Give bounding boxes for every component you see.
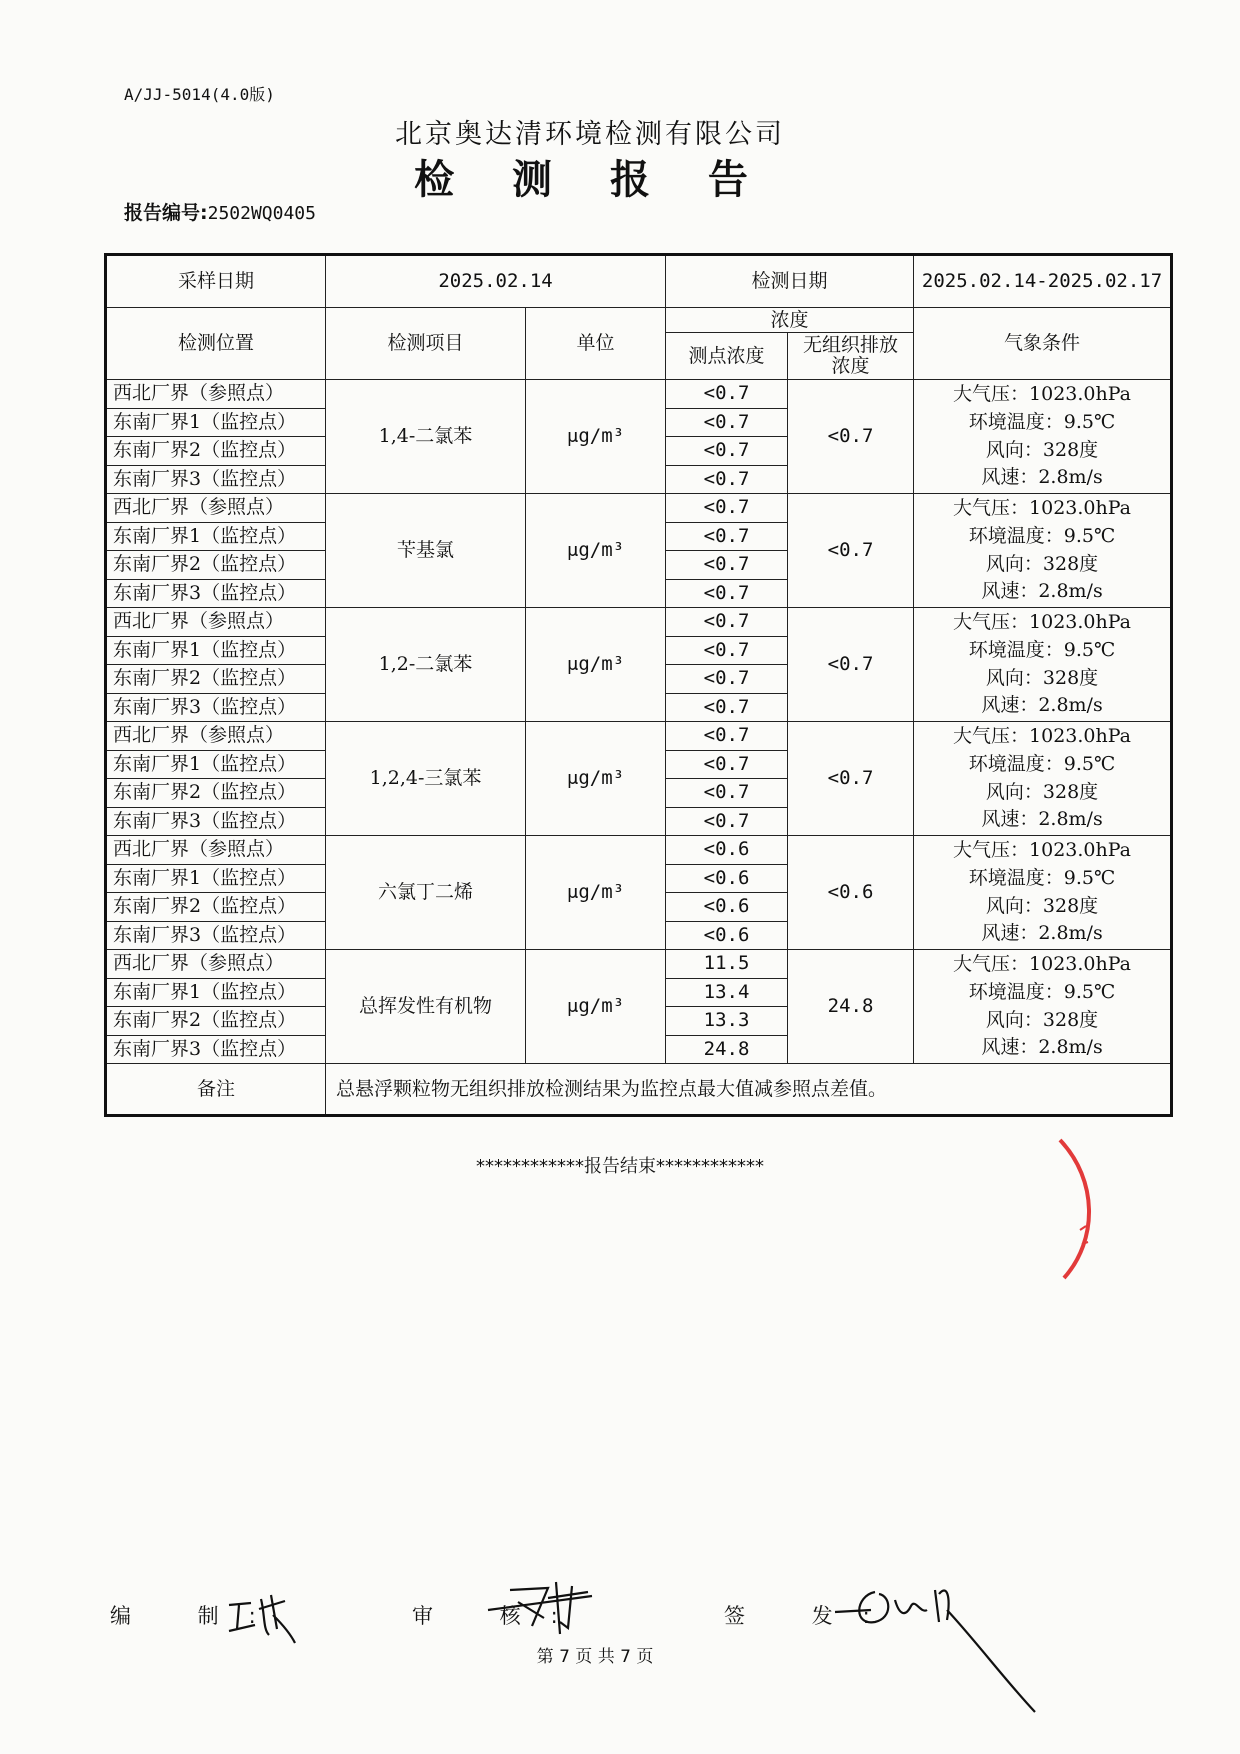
weather-wind-dir: 风向：328度	[985, 666, 1099, 689]
weather-cell	[914, 608, 1172, 722]
report-number	[124, 198, 316, 225]
weather-temperature: 环境温度：9.5℃	[968, 638, 1116, 661]
col-weather-header: 气象条件	[914, 308, 1172, 380]
col-unit-header: 单位	[526, 308, 666, 380]
compiler-signature	[225, 1585, 305, 1645]
point-conc-cell: <0.7	[666, 636, 788, 665]
unorg-conc-cell: 24.8	[788, 950, 914, 1064]
weather-wind-dir: 风向：328度	[985, 780, 1099, 803]
stamp-edge	[1040, 1140, 1100, 1280]
report-number-value: 2502WQ0405	[207, 203, 316, 224]
results-table	[104, 253, 1173, 1117]
item-cell: 六氯丁二烯	[326, 836, 526, 950]
sampling-date-value: 2025.02.14	[326, 255, 666, 308]
location-cell: 东南厂界1（监控点）	[106, 864, 326, 893]
date-row	[106, 255, 1172, 308]
unit-cell: μg/m³	[526, 608, 666, 722]
report-end-line: ************报告结束************	[476, 1156, 764, 1177]
test-date-label: 检测日期	[666, 255, 914, 308]
col-concentration-header: 浓度	[666, 308, 914, 333]
item-cell: 1,2-二氯苯	[326, 608, 526, 722]
location-cell: 东南厂界2（监控点）	[106, 779, 326, 808]
weather-temperature: 环境温度：9.5℃	[968, 866, 1116, 889]
item-cell: 总挥发性有机物	[326, 950, 526, 1064]
reviewer-signature	[488, 1578, 598, 1638]
sampling-date-label: 采样日期	[106, 255, 326, 308]
approver-label: 签 发:	[724, 1604, 900, 1628]
unorg-conc-cell: <0.7	[788, 722, 914, 836]
company-name: 北京奥达清环境检测有限公司	[395, 119, 785, 150]
location-cell: 东南厂界2（监控点）	[106, 1007, 326, 1036]
weather-temperature: 环境温度：9.5℃	[968, 410, 1116, 433]
weather-wind-dir: 风向：328度	[985, 894, 1099, 917]
col-unorg-conc-header: 无组织排放浓度	[788, 333, 914, 380]
table-row	[106, 836, 1172, 865]
note-text: 总悬浮颗粒物无组织排放检测结果为监控点最大值减参照点差值。	[326, 1064, 1172, 1116]
weather-cell	[914, 836, 1172, 950]
point-conc-cell: <0.7	[666, 665, 788, 694]
location-cell: 东南厂界3（监控点）	[106, 1035, 326, 1064]
weather-wind-speed: 风速：2.8m/s	[981, 922, 1103, 945]
weather-wind-speed: 风速：2.8m/s	[981, 694, 1103, 717]
location-cell: 东南厂界2（监控点）	[106, 893, 326, 922]
unit-cell: μg/m³	[526, 380, 666, 494]
item-cell: 1,2,4-三氯苯	[326, 722, 526, 836]
table-row	[106, 722, 1172, 751]
unorg-conc-cell: <0.7	[788, 494, 914, 608]
unit-cell: μg/m³	[526, 494, 666, 608]
weather-pressure: 大气压：1023.0hPa	[953, 383, 1132, 406]
point-conc-cell: <0.6	[666, 893, 788, 922]
point-conc-cell: <0.6	[666, 864, 788, 893]
table-row	[106, 950, 1172, 979]
point-conc-cell: <0.7	[666, 608, 788, 637]
col-point-conc-header: 测点浓度	[666, 333, 788, 380]
point-conc-cell: <0.7	[666, 807, 788, 836]
point-conc-cell: 24.8	[666, 1035, 788, 1064]
reviewer-label: 审 核:	[412, 1604, 588, 1628]
point-conc-cell: <0.7	[666, 437, 788, 466]
point-conc-cell: <0.7	[666, 693, 788, 722]
test-date-value: 2025.02.14-2025.02.17	[914, 255, 1172, 308]
location-cell: 西北厂界（参照点）	[106, 380, 326, 409]
location-cell: 东南厂界1（监控点）	[106, 978, 326, 1007]
point-conc-cell: <0.7	[666, 494, 788, 523]
unorg-conc-cell: <0.6	[788, 836, 914, 950]
location-cell: 西北厂界（参照点）	[106, 722, 326, 751]
report-title: 检 测 报 告	[414, 157, 770, 203]
page-number: 第 7 页 共 7 页	[536, 1647, 654, 1667]
location-cell: 西北厂界（参照点）	[106, 950, 326, 979]
point-conc-cell: <0.6	[666, 921, 788, 950]
weather-cell	[914, 950, 1172, 1064]
unorg-conc-cell: <0.7	[788, 608, 914, 722]
item-cell: 苄基氯	[326, 494, 526, 608]
weather-pressure: 大气压：1023.0hPa	[953, 725, 1132, 748]
compiler-label: 编 制:	[110, 1604, 286, 1628]
location-cell: 西北厂界（参照点）	[106, 494, 326, 523]
weather-temperature: 环境温度：9.5℃	[968, 752, 1116, 775]
location-cell: 西北厂界（参照点）	[106, 608, 326, 637]
table-row	[106, 494, 1172, 523]
weather-cell	[914, 494, 1172, 608]
location-cell: 东南厂界2（监控点）	[106, 665, 326, 694]
item-cell: 1,4-二氯苯	[326, 380, 526, 494]
col-location-header: 检测位置	[106, 308, 326, 380]
location-cell: 东南厂界3（监控点）	[106, 921, 326, 950]
location-cell: 东南厂界1（监控点）	[106, 408, 326, 437]
weather-temperature: 环境温度：9.5℃	[968, 980, 1116, 1003]
header-row	[106, 308, 1172, 333]
point-conc-cell: <0.7	[666, 465, 788, 494]
location-cell: 西北厂界（参照点）	[106, 836, 326, 865]
weather-pressure: 大气压：1023.0hPa	[953, 497, 1132, 520]
point-conc-cell: <0.7	[666, 750, 788, 779]
location-cell: 东南厂界2（监控点）	[106, 551, 326, 580]
point-conc-cell: <0.7	[666, 579, 788, 608]
weather-temperature: 环境温度：9.5℃	[968, 524, 1116, 547]
table-row	[106, 380, 1172, 409]
weather-wind-dir: 风向：328度	[985, 438, 1099, 461]
unit-cell: μg/m³	[526, 722, 666, 836]
point-conc-cell: <0.6	[666, 836, 788, 865]
location-cell: 东南厂界1（监控点）	[106, 522, 326, 551]
location-cell: 东南厂界1（监控点）	[106, 636, 326, 665]
weather-pressure: 大气压：1023.0hPa	[953, 611, 1132, 634]
weather-pressure: 大气压：1023.0hPa	[953, 953, 1132, 976]
weather-wind-dir: 风向：328度	[985, 1008, 1099, 1031]
weather-wind-speed: 风速：2.8m/s	[981, 466, 1103, 489]
location-cell: 东南厂界1（监控点）	[106, 750, 326, 779]
location-cell: 东南厂界3（监控点）	[106, 465, 326, 494]
weather-pressure: 大气压：1023.0hPa	[953, 839, 1132, 862]
point-conc-cell: 13.4	[666, 978, 788, 1007]
location-cell: 东南厂界3（监控点）	[106, 807, 326, 836]
point-conc-cell: <0.7	[666, 551, 788, 580]
unit-cell: μg/m³	[526, 950, 666, 1064]
note-label: 备注	[106, 1064, 326, 1116]
form-code: A/JJ-5014(4.0版)	[124, 85, 275, 104]
location-cell: 东南厂界2（监控点）	[106, 437, 326, 466]
point-conc-cell: <0.7	[666, 779, 788, 808]
point-conc-cell: <0.7	[666, 522, 788, 551]
note-row	[106, 1064, 1172, 1116]
location-cell: 东南厂界3（监控点）	[106, 579, 326, 608]
point-conc-cell: 13.3	[666, 1007, 788, 1036]
point-conc-cell: <0.7	[666, 408, 788, 437]
report-number-label: 报告编号:	[124, 202, 208, 224]
point-conc-cell: <0.7	[666, 380, 788, 409]
point-conc-cell: <0.7	[666, 722, 788, 751]
unit-cell: μg/m³	[526, 836, 666, 950]
weather-wind-dir: 风向：328度	[985, 552, 1099, 575]
weather-wind-speed: 风速：2.8m/s	[981, 1036, 1103, 1059]
unorg-conc-cell: <0.7	[788, 380, 914, 494]
weather-cell	[914, 380, 1172, 494]
location-cell: 东南厂界3（监控点）	[106, 693, 326, 722]
weather-wind-speed: 风速：2.8m/s	[981, 808, 1103, 831]
col-item-header: 检测项目	[326, 308, 526, 380]
weather-cell	[914, 722, 1172, 836]
weather-wind-speed: 风速：2.8m/s	[981, 580, 1103, 603]
point-conc-cell: 11.5	[666, 950, 788, 979]
table-row	[106, 608, 1172, 637]
